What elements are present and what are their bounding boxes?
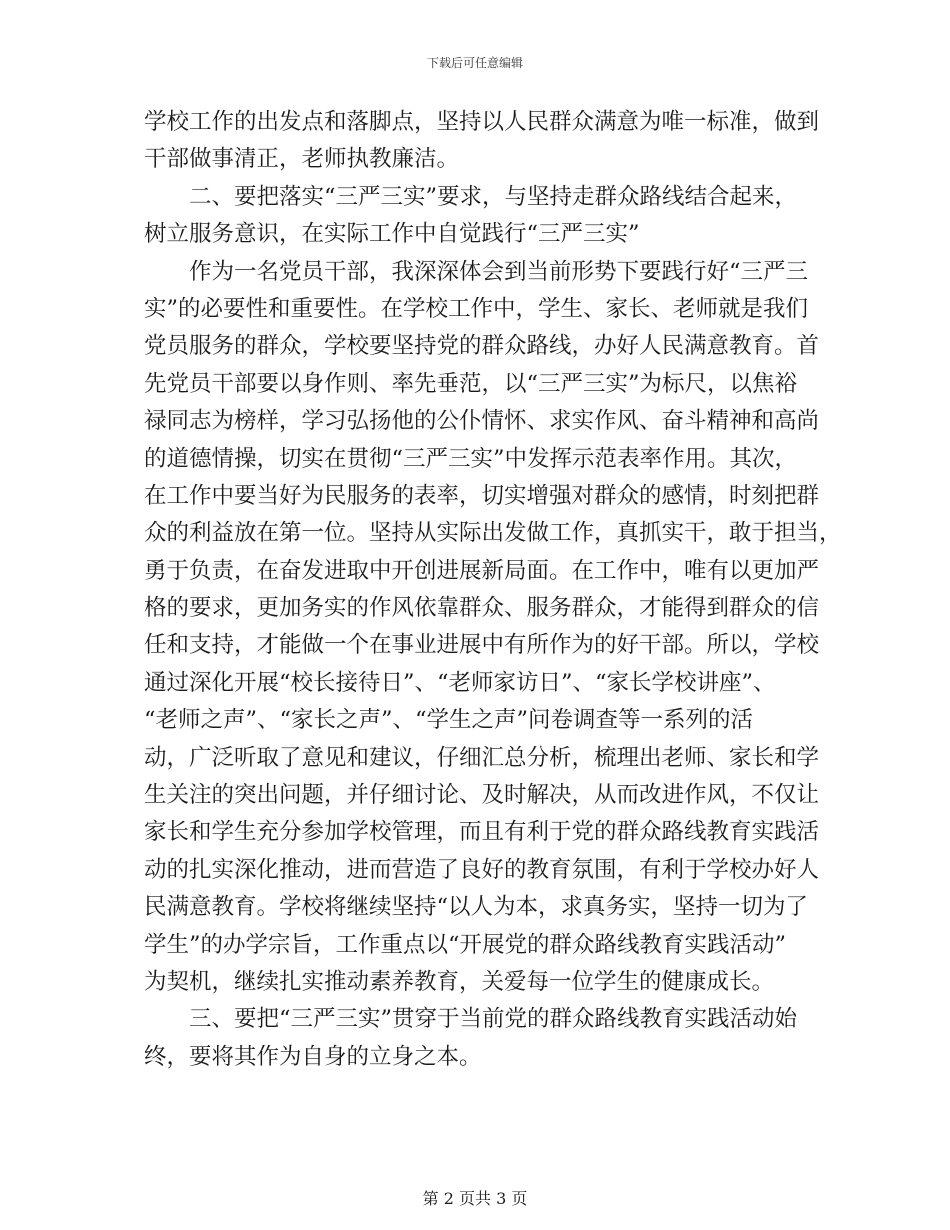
section-heading-line: 树立服务意识，在实际工作中自觉践行“三严三实” [144, 221, 640, 248]
text-line: 干部做事清正，老师执教廉洁。 [144, 146, 460, 173]
section-heading-line: 二、要把落实“三严三实”要求，与坚持走群众路线结合起来， [189, 183, 798, 210]
text-line: 实”的必要性和重要性。在学校工作中，学生、家长、老师就是我们 [144, 295, 809, 322]
text-line: “老师之声”、“家长之声”、“学生之声”问卷调查等一系列的活 [144, 707, 754, 734]
text-line: 学校工作的出发点和落脚点，坚持以人民群众满意为唯一标准，做到 [144, 109, 820, 135]
text-line: 任和支持，才能做一个在事业进展中有所作为的好干部。所以，学校 [144, 632, 820, 659]
text-line: 禄同志为榜样，学习弘扬他的公仆情怀、求实作风、奋斗精神和高尚 [144, 408, 820, 435]
document-body [144, 104, 842, 1076]
text-line: 动的扎实深化推动，进而营造了良好的教育氛围，有利于学校办好人 [144, 856, 820, 883]
text-line: 动，广泛听取了意见和建议，仔细汇总分析，梳理出老师、家长和学 [144, 744, 820, 771]
text-line: 在工作中要当好为民服务的表率，切实增强对群众的感情，时刻把群 [144, 482, 820, 509]
text-line: 的道德情操，切实在贯彻“三严三实”中发挥示范表率作用。其次， [144, 445, 798, 472]
text-line: 勇于负责，在奋发进取中开创进展新局面。在工作中，唯有以更加严 [144, 557, 820, 584]
text-line: 作为一名党员干部，我深深体会到当前形势下要践行好“三严三 [189, 258, 809, 285]
text-line: 通过深化开展“校长接待日”、“老师家访日”、“家长学校讲座”、 [144, 669, 776, 696]
text-line: 先党员干部要以身作则、率先垂范，以“三严三实”为标尺，以焦裕 [144, 370, 798, 397]
text-line: 生关注的突出问题，并仔细讨论、及时解决，从而改进作风，不仅让 [144, 782, 820, 809]
text-line: 家长和学生充分参加学校管理，而且有利于党的群众路线教育实践活 [144, 819, 820, 846]
text-line: 民满意教育。学校将继续坚持“以人为本，求真务实，坚持一切为了 [144, 894, 809, 921]
text-line: 为契机，继续扎实推动素养教育，关爱每一位学生的健康成长。 [144, 968, 775, 995]
section-heading-line: 三、要把“三严三实”贯穿于当前党的群众路线教育实践活动始 [189, 1006, 798, 1033]
text-line: 格的要求，更加务实的作风依靠群众、服务群众，才能得到群众的信 [144, 595, 820, 622]
text-line: 众的利益放在第一位。坚持从实际出发做工作，真抓实干，敢于担当， [144, 520, 842, 547]
page-number: 第 2 页共 3 页 [422, 1189, 528, 1208]
page-header: 下载后可任意编辑 [426, 56, 523, 70]
text-line: 党员服务的群众，学校要坚持党的群众路线，办好人民满意教育。首 [144, 333, 820, 360]
text-line: 学生”的办学宗旨，工作重点以“开展党的群众路线教育实践活动” [144, 931, 787, 958]
section-heading-line: 终，要将其作为自身的立身之本。 [144, 1043, 482, 1070]
